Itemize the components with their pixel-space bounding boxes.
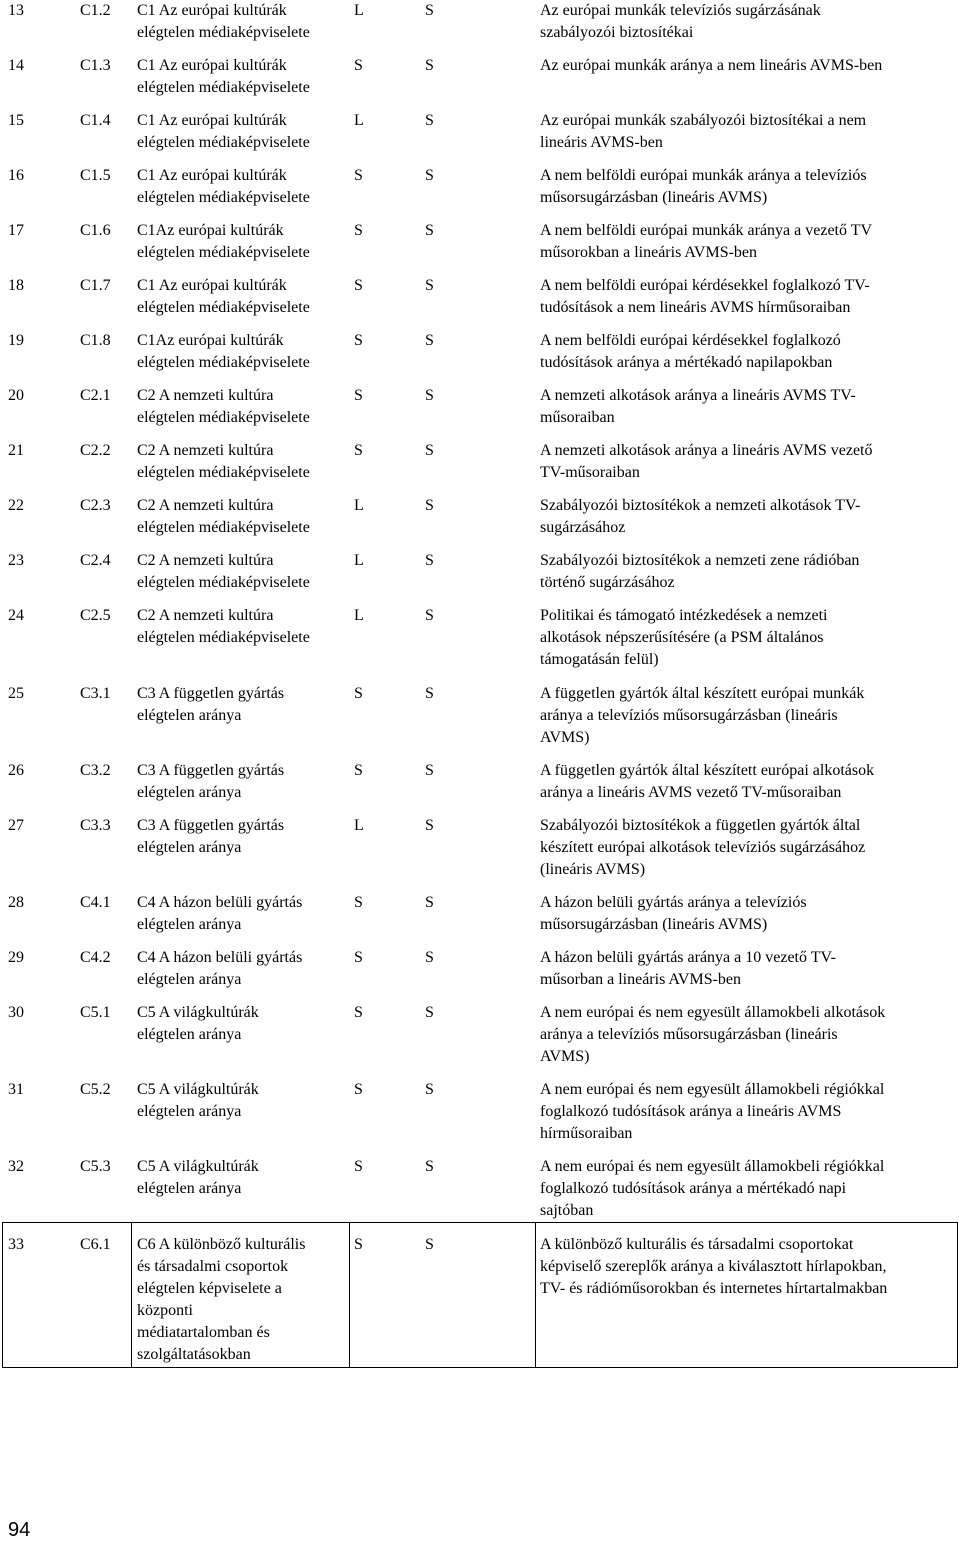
risk-name: C5 A világkultúrák elégtelen aránya [137, 1081, 259, 1120]
indicator-type-1: S [354, 762, 363, 779]
indicator-type-1: L [354, 817, 364, 834]
row-number: 22 [8, 497, 24, 514]
indicator-type-1: L [354, 497, 364, 514]
indicator-description: A nemzeti alkotások aránya a lineáris AVMS vezető TV-műsoraiban [540, 442, 873, 481]
indicator-type-1: L [354, 552, 364, 569]
indicator-type-1: S [354, 387, 363, 404]
indicator-description: A nem európai és nem egyesült államokbeli régiókkal foglalkozó tudósítások aránya a lineáris AVMS hírműsoraiban [540, 1081, 885, 1142]
risk-name: C1 Az európai kultúrák elégtelen médiaképviselete [137, 167, 310, 206]
row-number: 16 [8, 167, 24, 184]
row-number: 27 [8, 817, 24, 834]
indicator-description: A független gyártók által készített európai alkotások aránya a lineáris AVMS vezető TV-műsoraiban [540, 762, 875, 801]
row-number: 23 [8, 552, 24, 569]
row-number: 24 [8, 607, 24, 624]
indicator-type-2: S [425, 762, 434, 779]
row-number: 14 [8, 57, 24, 74]
column-divider [349, 1223, 350, 1367]
indicator-code: C1.8 [80, 332, 111, 349]
risk-name: C1 Az európai kultúrák elégtelen médiaképviselete [137, 57, 310, 96]
indicator-description: Az európai munkák aránya a nem lineáris AVMS-ben [540, 57, 883, 74]
indicator-code: C1.6 [80, 222, 111, 239]
indicator-type-2: S [425, 112, 434, 129]
risk-name: C3 A független gyártás elégtelen aránya [137, 685, 285, 724]
row-number: 31 [8, 1081, 24, 1098]
row-number: 19 [8, 332, 24, 349]
indicator-description: A házon belüli gyártás aránya a televíziós műsorsugárzásban (lineáris AVMS) [540, 894, 807, 933]
indicator-description: A független gyártók által készített európai munkák aránya a televíziós műsorsugárzásban (lineáris AVMS) [540, 685, 865, 746]
risk-name: C2 A nemzeti kultúra elégtelen médiaképviselete [137, 497, 310, 536]
indicator-type-2: S [425, 949, 434, 966]
indicator-type-2: S [425, 277, 434, 294]
risk-name: C6 A különböző kulturális és társadalmi csoportok elégtelen képviselete a központi médiatartalomban és szolgáltatásokban [137, 1236, 306, 1363]
risk-name: C2 A nemzeti kultúra elégtelen médiaképviselete [137, 442, 310, 481]
indicator-type-2: S [425, 552, 434, 569]
indicator-code: C1.4 [80, 112, 111, 129]
indicator-code: C1.5 [80, 167, 111, 184]
indicator-code: C3.1 [80, 685, 111, 702]
indicator-code: C2.4 [80, 552, 111, 569]
row-number: 13 [8, 2, 24, 19]
indicator-description: A nem európai és nem egyesült államokbeli alkotások aránya a televíziós műsorsugárzásban (lineáris AVMS) [540, 1004, 886, 1065]
indicator-type-1: S [354, 1236, 363, 1253]
indicator-code: C1.2 [80, 2, 111, 19]
row-number: 17 [8, 222, 24, 239]
page-number: 94 [8, 1519, 31, 1541]
indicator-code: C5.1 [80, 1004, 111, 1021]
indicator-type-1: S [354, 332, 363, 349]
indicator-type-1: S [354, 685, 363, 702]
indicator-type-1: S [354, 277, 363, 294]
indicator-description: A nem belföldi európai kérdésekkel foglalkozó tudósítások aránya a mértékadó napilapokban [540, 332, 841, 371]
row-number: 32 [8, 1158, 24, 1175]
indicator-type-2: S [425, 817, 434, 834]
indicator-type-2: S [425, 1236, 434, 1253]
indicator-description: A nem belföldi európai munkák aránya a televíziós műsorsugárzásban (lineáris AVMS) [540, 167, 867, 206]
indicator-code: C2.5 [80, 607, 111, 624]
indicator-code: C3.2 [80, 762, 111, 779]
risk-name: C5 A világkultúrák elégtelen aránya [137, 1158, 259, 1197]
row-number: 20 [8, 387, 24, 404]
indicator-description: A házon belüli gyártás aránya a 10 vezető TV- műsorban a lineáris AVMS-ben [540, 949, 836, 988]
risk-name: C5 A világkultúrák elégtelen aránya [137, 1004, 259, 1043]
indicator-type-1: L [354, 607, 364, 624]
indicator-type-1: L [354, 2, 364, 19]
risk-name: C1 Az európai kultúrák elégtelen médiaképviselete [137, 2, 310, 41]
indicator-description: A nem belföldi európai kérdésekkel foglalkozó TV- tudósítások a nem lineáris AVMS hírműsoraiban [540, 277, 870, 316]
indicator-type-1: S [354, 222, 363, 239]
risk-name: C3 A független gyártás elégtelen aránya [137, 817, 285, 856]
risk-name: C4 A házon belüli gyártás elégtelen aránya [137, 949, 303, 988]
indicator-description: A nemzeti alkotások aránya a lineáris AVMS TV- műsoraiban [540, 387, 856, 426]
risk-name: C2 A nemzeti kultúra elégtelen médiaképviselete [137, 387, 310, 426]
indicator-code: C1.3 [80, 57, 111, 74]
indicator-type-2: S [425, 2, 434, 19]
risk-name: C3 A független gyártás elégtelen aránya [137, 762, 285, 801]
indicator-type-1: L [354, 112, 364, 129]
indicator-code: C4.1 [80, 894, 111, 911]
risk-name: C1Az európai kultúrák elégtelen médiaképviselete [137, 332, 310, 371]
indicator-description: A nem belföldi európai munkák aránya a vezető TV műsorokban a lineáris AVMS-ben [540, 222, 873, 261]
indicator-description: Az európai munkák szabályozói biztosítékai a nem lineáris AVMS-ben [540, 112, 867, 151]
indicator-code: C6.1 [80, 1236, 111, 1253]
row-number: 15 [8, 112, 24, 129]
indicator-description: A különböző kulturális és társadalmi csoportokat képviselő szereplők aránya a kiválasztott hírlapokban, TV- és rádióműsorokban és internetes hírtartalmakban [540, 1236, 888, 1297]
indicator-description: Politikai és támogató intézkedések a nemzeti alkotások népszerűsítésére (a PSM általános támogatásán felül) [540, 607, 828, 668]
row-number: 21 [8, 442, 24, 459]
indicator-code: C5.3 [80, 1158, 111, 1175]
indicator-code: C2.1 [80, 387, 111, 404]
indicator-type-1: S [354, 442, 363, 459]
indicator-type-1: S [354, 1004, 363, 1021]
indicator-type-2: S [425, 222, 434, 239]
row-number: 28 [8, 894, 24, 911]
risk-name: C1 Az európai kultúrák elégtelen médiaképviselete [137, 277, 310, 316]
indicator-description: Szabályozói biztosítékok a független gyártók által készített európai alkotások televíziós sugárzásához (lineáris AVMS) [540, 817, 866, 878]
indicator-type-1: S [354, 57, 363, 74]
indicator-code: C3.3 [80, 817, 111, 834]
row-number: 30 [8, 1004, 24, 1021]
column-divider [535, 1223, 536, 1367]
indicator-code: C5.2 [80, 1081, 111, 1098]
indicator-type-1: S [354, 894, 363, 911]
row-number: 26 [8, 762, 24, 779]
indicator-type-2: S [425, 894, 434, 911]
indicator-type-1: S [354, 1158, 363, 1175]
row-number: 25 [8, 685, 24, 702]
indicator-code: C2.2 [80, 442, 111, 459]
indicator-type-1: S [354, 949, 363, 966]
indicator-description: A nem európai és nem egyesült államokbeli régiókkal foglalkozó tudósítások aránya a mértékadó napi sajtóban [540, 1158, 885, 1219]
indicator-type-2: S [425, 607, 434, 624]
indicator-type-2: S [425, 332, 434, 349]
indicator-type-2: S [425, 1158, 434, 1175]
indicator-code: C2.3 [80, 497, 111, 514]
risk-name: C1Az európai kultúrák elégtelen médiaképviselete [137, 222, 310, 261]
risk-name: C2 A nemzeti kultúra elégtelen médiaképviselete [137, 607, 310, 646]
risk-name: C4 A házon belüli gyártás elégtelen aránya [137, 894, 303, 933]
indicator-description: Az európai munkák televíziós sugárzásának szabályozói biztosítékai [540, 2, 821, 41]
indicator-description: Szabályozói biztosítékok a nemzeti zene rádióban történő sugárzásához [540, 552, 860, 591]
column-divider [131, 1223, 132, 1367]
indicator-type-2: S [425, 167, 434, 184]
indicator-type-2: S [425, 57, 434, 74]
indicator-type-2: S [425, 387, 434, 404]
indicator-type-2: S [425, 1004, 434, 1021]
indicator-type-1: S [354, 1081, 363, 1098]
indicator-code: C1.7 [80, 277, 111, 294]
risk-name: C2 A nemzeti kultúra elégtelen médiaképviselete [137, 552, 310, 591]
indicator-type-1: S [354, 167, 363, 184]
indicator-type-2: S [425, 497, 434, 514]
risk-name: C1 Az európai kultúrák elégtelen médiaképviselete [137, 112, 310, 151]
row-number: 29 [8, 949, 24, 966]
indicator-type-2: S [425, 685, 434, 702]
indicator-type-2: S [425, 442, 434, 459]
indicator-code: C4.2 [80, 949, 111, 966]
indicator-type-2: S [425, 1081, 434, 1098]
row-number: 18 [8, 277, 24, 294]
row-number: 33 [8, 1236, 24, 1253]
indicator-description: Szabályozói biztosítékok a nemzeti alkotások TV- sugárzásához [540, 497, 861, 536]
